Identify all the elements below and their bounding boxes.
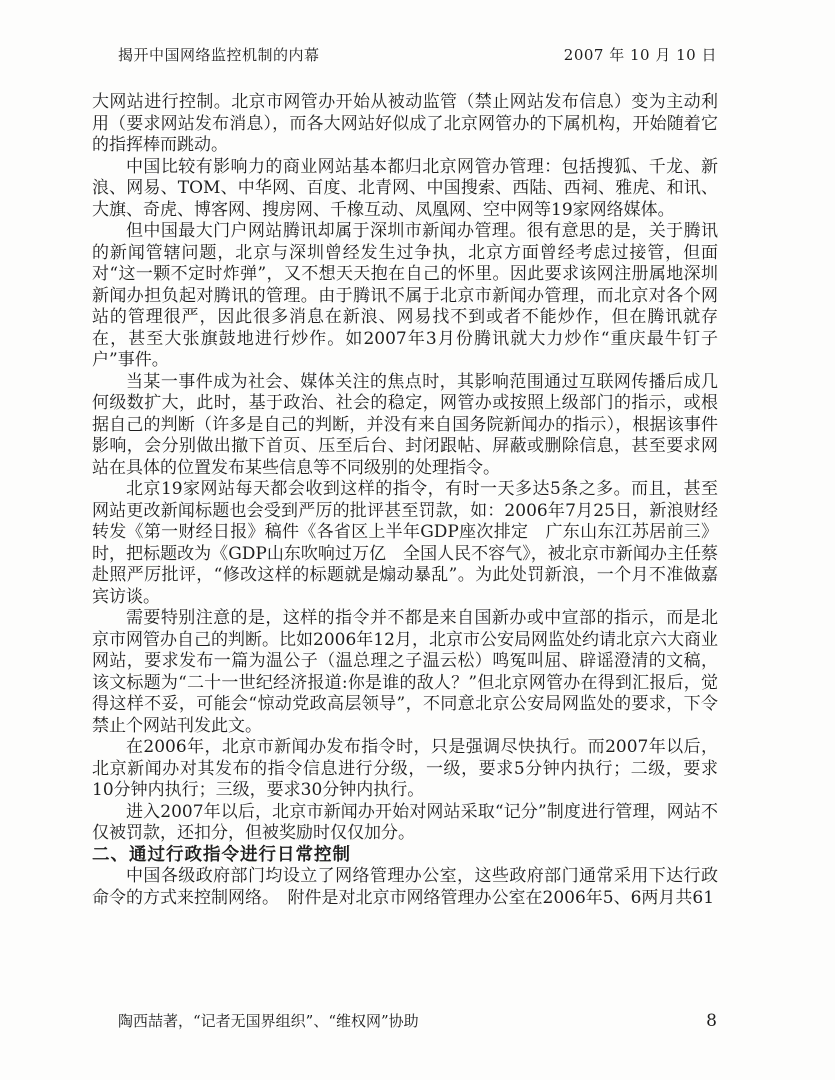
paragraph: 但中国最大门户网站腾讯却属于深圳市新闻办管理。很有意思的是，关于腾讯的新闻管辖问题，北京与深圳曾经发生过争执，北京方面曾经考虑过接管，但面对“这一颗不定时炸弹”，又不想天天抱在自己的怀里。因此要求该网注册属地深圳新闻办担负起对腾讯的管理。由于腾讯不属于北京市新闻办管理，而北京对各个网站的管理很严，因此很多消息在新浪、网易找不到或者不能炒作，但在腾讯就存在，甚至大张旗鼓地进行炒作。如2007年3月份腾讯就大力炒作“重庆最牛钉子户”事件。: [92, 221, 718, 370]
paragraph: 当某一事件成为社会、媒体关注的焦点时，其影响范围通过互联网传播后成几何级数扩大，此时，基于政治、社会的稳定，网管办或按照上级部门的指示，或根据自己的判断（许多是自己的判断，并没有来自国务院新闻办的指示），根据该事件影响，会分别做出撤下首页、压至后台、封闭跟帖、屏蔽或删除信息，甚至要求网站在具体的位置发布某些信息等不同级别的处理指令。: [92, 371, 718, 478]
header-date: 2007 年 10 月 10 日: [563, 46, 717, 64]
paragraph: 北京19家网站每天都会收到这样的指令，有时一天多达5条之多。而且，甚至网站更改新闻标题也会受到严厉的批评甚至罚款，如：2006年7月25日，新浪财经转发《第一财经日报》稿件《各省区上半年GDP座次排定 广东山东江苏居前三》时，把标题改为《GDP山东吹响过万亿 全国人民不容气》，被北京市新闻办主任蔡赴照严厉批评，“修改这样的标题就是煽动暴乱”。为此处罚新浪，一个月不准做嘉宾访谈。: [92, 479, 718, 607]
section-heading: 二、通过行政指令进行日常控制: [92, 844, 351, 865]
footer-credit: 陶西喆著，“记者无国界组织”、“维权网”协助: [118, 1012, 419, 1030]
paragraph: 在2006年，北京市新闻办发布指令时，只是强调尽快执行。而2007年以后，北京新闻办对其发布的指令信息进行分级，一级，要求5分钟内执行；二级，要求10分钟内执行；三级，要求30分钟内执行。: [92, 737, 718, 800]
page-header: [118, 44, 717, 65]
paragraph: 中国比较有影响力的商业网站基本都归北京网管办管理：包括搜狐、千龙、新浪、网易、TOM、中华网、百度、北青网、中国搜索、西陆、西祠、雅虎、和讯、大旗、奇虎、博客网、搜房网、千橡互动、凤凰网、空中网等19家网络媒体。: [92, 156, 718, 220]
page-footer: [118, 1010, 717, 1031]
document-body: [92, 92, 718, 909]
page-number: 8: [706, 1011, 717, 1031]
section-paragraph: 中国各级政府部门均设立了网络管理办公室，这些政府部门通常采用下达行政命令的方式来控制网络。 附件是对北京市网络管理办公室在2006年5、6两月共61: [92, 866, 718, 908]
paragraph: 需要特别注意的是，这样的指令并不都是来自国新办或中宣部的指示，而是北京市网管办自己的判断。比如2006年12月，北京市公安局网监处约请北京六大商业网站，要求发布一篇为温公子（温总理之子温云松）鸣冤叫屈、辟谣澄清的文稿，该文标题为“二十一世纪经济报道:你是谁的敌人？”但北京网管办在得到汇报后，觉得这样不妥，可能会“惊动党政高层领导”，不同意北京公安局网监处的要求，下令禁止个网站刊发此文。: [92, 608, 718, 736]
header-title: 揭开中国网络监控机制的内幕: [118, 46, 320, 64]
paragraph: 大网站进行控制。北京市网管办开始从被动监管（禁止网站发布信息）变为主动利用（要求网站发布消息），而各大网站好似成了北京网管办的下属机构，开始随着它的指挥棒而跳动。: [92, 92, 718, 155]
paragraph: 进入2007年以后，北京市新闻办开始对网站采取“记分”制度进行管理，网站不仅被罚款，还扣分，但被奖励时仅仅加分。: [92, 801, 718, 843]
